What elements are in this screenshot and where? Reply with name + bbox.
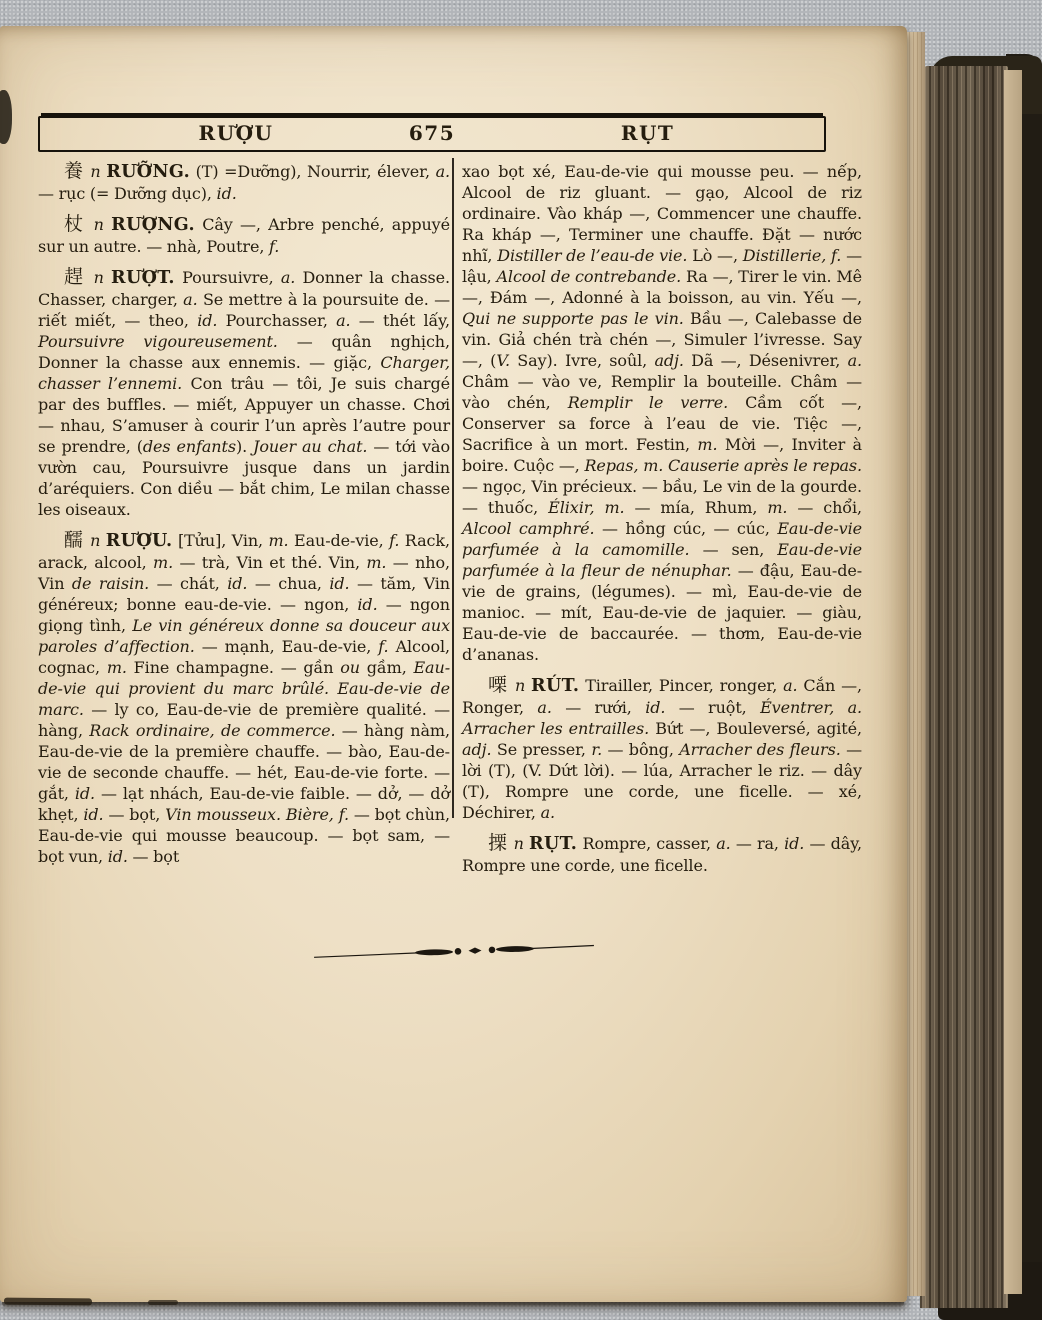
entry-text: — ra, — [730, 834, 785, 853]
italic-gloss: f. — [269, 237, 280, 256]
cjk-headword-character: 養 — [64, 160, 91, 182]
entry-text: Rack, arack, alcool, — [38, 531, 450, 572]
italic-gloss: a. — [540, 803, 555, 822]
italic-gloss: des enfants — [142, 437, 236, 456]
page-edge-smudge — [4, 1298, 92, 1306]
entry-text: Say). Ivre, soûl, — [509, 351, 655, 370]
page-edge-smudge — [148, 1300, 178, 1305]
headword: RƯỢNG. — [111, 215, 195, 235]
entry-text: — rục (= Dưỡng dục), — [38, 184, 217, 203]
entry-text: gầm, — [359, 658, 414, 677]
italic-gloss: id. — [107, 847, 128, 866]
entry-text: — hàng nàm, Eau-de-vie de la première chauffe. — bào, Eau-de-vie de seconde chauffe. — hét, Eau-de-vie forte. — gắt, — [38, 721, 450, 803]
italic-gloss: f. — [389, 531, 400, 550]
entry-text: Dã —, Désenivrer, — [683, 351, 848, 370]
italic-gloss: r. — [591, 740, 603, 759]
italic-gloss: Charger, chasser l’ennemi. — [38, 353, 450, 393]
entry-text: Tirailler, Pincer, ronger, — [579, 676, 784, 695]
cjk-headword-character: 趕 — [64, 266, 94, 288]
headword: RÚT. — [531, 676, 580, 696]
italic-gloss: Eau-de-vie parfumée à la camomille. — [462, 519, 862, 559]
entry-text: — mạnh, Eau-de-vie, — [194, 637, 379, 656]
entry-text: Châm — vào ve, Remplir la bouteille. Châm — vào chén, — [462, 372, 862, 412]
entry-text: — lời (T), (V. Dứt lời). — lúa, Arracher le riz. — dây (T), Rompre une corde, une ficelle. — xé, Déchirer, — [462, 740, 862, 822]
entry-text: — rưới, — [551, 698, 646, 717]
entry-text: Eau-de-vie, — [288, 531, 390, 550]
entry-text: — mía, Rhum, — [624, 498, 768, 517]
entry-text: — bọt, — [103, 805, 166, 824]
italic-gloss: a. — [280, 268, 296, 287]
entry-text: — ngon giọng tình, — [38, 595, 450, 635]
entry-text: Fine champagne. — gần — [126, 658, 341, 677]
headword: RƯỢU. — [105, 531, 173, 551]
italic-gloss: id. — [227, 574, 248, 593]
entry-text: — nho, Vin — [38, 553, 450, 593]
dictionary-entry — [462, 675, 862, 823]
entry-text: — bông, — [602, 740, 680, 759]
ornament-divider — [312, 939, 596, 962]
entry-text: Bứt —, Bouleversé, agité, — [649, 719, 862, 738]
dictionary-entry — [38, 161, 450, 204]
entry-text: — ly co, Eau-de-vie de première qualité. — hàng, — [38, 700, 450, 740]
entry-text: — thét lấy, — [350, 311, 450, 330]
italic-gloss: Rack ordinaire, de commerce. — [89, 721, 336, 740]
italic-gloss: m. — [153, 553, 174, 572]
italic-gloss: adj. — [462, 740, 492, 759]
page-stack-fore-edge — [920, 66, 1008, 1308]
running-head-left: RƯỢU — [198, 121, 274, 145]
italic-gloss: Éventrer, a. Arracher les entrailles. — [462, 698, 863, 738]
entry-text: — lậu, — [462, 246, 862, 286]
entry-text: — ngọc, Vin précieux. — bầu, Le vin de la gourde. — thuốc, — [462, 477, 862, 517]
entry-text: — đậu, Eau-de-vie de grains, (légumes). — mì, Eau-de-vie de manioc. — mít, Eau-de-vie de jaquier. — giàu, Eau-de-vie de baccaurée. — thơm, Eau-de-vie d’ananas. — [462, 561, 863, 664]
italic-gloss: m. — [366, 553, 387, 572]
entry-text: — trà, Vin et thé. Vin, — [173, 553, 367, 572]
entry-text: — tăm, Vin généreux; bonne eau-de-vie. — ngon, — [38, 574, 451, 614]
italic-gloss: ou — [340, 658, 360, 677]
entry-text: Rompre, casser, — [577, 834, 717, 853]
italic-gloss: n — [514, 676, 532, 695]
italic-gloss: Remplir le verre. — [567, 393, 729, 412]
italic-gloss: m. — [268, 531, 289, 550]
entry-text: Mời —, Inviter à boire. Cuộc —, — [462, 435, 863, 475]
italic-gloss: n — [93, 215, 112, 234]
entry-text: Cầm cốt —, Conserver sa force à l’eau de vie. Tiệc —, Sacrifice à un mort. Festin, — [462, 393, 862, 454]
dictionary-entry-continuation — [462, 161, 862, 665]
headword: RƯỢT. — [111, 268, 175, 288]
entry-text: — quân nghịch, Donner la chasse aux ennemis. — giặc, — [38, 332, 450, 372]
entry-text: Bầu —, Calebasse de vin. Giả chén trà chén —, Simuler l’ivresse. Say —, ( — [462, 309, 862, 370]
italic-gloss: n — [90, 531, 106, 550]
italic-gloss: id. — [357, 595, 378, 614]
entry-text: Ra —, Tirer le vin. Mê —, Đám —, Adonné à la boisson, au vin. Yếu —, — [462, 267, 862, 307]
running-head-box — [38, 116, 826, 152]
italic-gloss: a. — [716, 834, 731, 853]
dictionary-entry — [38, 214, 450, 257]
italic-gloss: Distillerie, f. — [742, 246, 842, 265]
entry-text: — ruột, — [665, 698, 761, 717]
italic-gloss: id. — [645, 698, 666, 717]
text-column-right — [462, 161, 862, 886]
page-edge-smudge — [0, 90, 12, 144]
entry-text: Con trâu — tôi, Je suis chargé par des buffles. — miết, Appuyer un chasse. Chơi — nhau, S’amuser à courir l’un après l’autre pour se prendre, ( — [38, 374, 450, 456]
italic-gloss: n — [513, 834, 530, 853]
italic-gloss: V. — [496, 351, 510, 370]
entry-text: — bọt chùn, Eau-de-vie qui mousse beaucoup. — bọt sam, — bọt vun, — [38, 805, 450, 866]
entry-text: — chát, — [149, 574, 228, 593]
entry-text: xao bọt xé, Eau-de-vie qui mousse peu. — nếp, Alcool de riz gluant. — gạo, Alcool de riz ordinaire. Vào kháp —, Commencer une chauffe. Ra kháp —, Terminer une chauffe. Đặt — nước nhĩ, — [462, 162, 862, 265]
cjk-headword-character: 搮 — [488, 832, 514, 854]
italic-gloss: a. — [537, 698, 552, 717]
dictionary-entry — [38, 530, 450, 867]
page-number: 675 — [408, 121, 456, 145]
italic-gloss: Qui ne supporte pas le vin. — [462, 309, 684, 328]
italic-gloss: Le vin généreux donne sa douceur aux paroles d’affection. — [38, 616, 451, 656]
italic-gloss: id. — [197, 311, 218, 330]
entry-text: (T) =Dưỡng), Nourrir, élever, — [190, 162, 436, 181]
entry-text: [Tửu], Vin, — [172, 531, 269, 550]
cjk-headword-character: 㗚 — [488, 674, 515, 696]
column-divider-rule — [452, 158, 454, 818]
entry-text: — hồng cúc, — cúc, — [594, 519, 778, 538]
dictionary-entry — [38, 267, 450, 520]
entry-text: Cây —, Arbre penché, appuyé sur un autre. — nhà, Poutre, — [38, 215, 450, 256]
entry-text: — dây, Rompre une corde, une ficelle. — [462, 834, 862, 875]
running-head-right: RỤT — [620, 121, 675, 145]
entry-text: Pourchasser, — [217, 311, 337, 330]
entry-text: Se presser, — [491, 740, 592, 759]
entry-text: ). — [235, 437, 254, 456]
entry-text: Alcool, cognac, — [38, 637, 450, 677]
entry-text: Cắn —, Ronger, — [462, 676, 862, 717]
entry-text: Lò —, — [687, 246, 743, 265]
italic-gloss: n — [93, 268, 111, 287]
entry-text: Donner la chasse. Chasser, charger, — [38, 268, 450, 309]
italic-gloss: Vin mousseux. Bière, f. — [165, 805, 349, 824]
italic-gloss: Distiller de l’eau-de vie. — [497, 246, 688, 265]
italic-gloss: m. — [697, 435, 718, 454]
dictionary-page — [0, 26, 907, 1302]
page-stack-highlight — [1004, 70, 1022, 1294]
italic-gloss: a. — [783, 676, 798, 695]
entry-text: — chổi, — [787, 498, 863, 517]
cjk-headword-character: 杖 — [64, 213, 94, 235]
italic-gloss: id. — [784, 834, 805, 853]
italic-gloss: n — [90, 162, 107, 181]
italic-gloss: m. — [106, 658, 127, 677]
italic-gloss: Arracher des fleurs. — [679, 740, 841, 759]
italic-gloss: a. — [435, 162, 450, 181]
headword: RỤT. — [529, 834, 578, 854]
italic-gloss: Repas, m. Causerie après le repas. — [584, 456, 862, 475]
entry-text: — bọt — [127, 847, 180, 866]
italic-gloss: id. — [83, 805, 104, 824]
text-column-left — [38, 161, 450, 877]
italic-gloss: a. — [336, 311, 351, 330]
entry-text: — lạt nhách, Eau-de-vie faible. — dở, — dở khẹt, — [38, 784, 450, 824]
italic-gloss: f. — [378, 637, 389, 656]
headword: RƯỠNG. — [106, 162, 191, 182]
italic-gloss: id. — [329, 574, 350, 593]
entry-text: — chua, — [247, 574, 330, 593]
entry-text: — sen, — [689, 540, 778, 559]
italic-gloss: a. — [847, 351, 862, 370]
italic-gloss: Jouer au chat. — [253, 437, 368, 456]
cjk-headword-character: 醹 — [64, 529, 91, 551]
italic-gloss: Alcool camphré. — [462, 519, 595, 538]
italic-gloss: Poursuivre vigoureusement. — [38, 332, 278, 351]
italic-gloss: Eau-de-vie parfumée à la fleur de nénuphar. — [462, 540, 862, 580]
entry-text: Poursuivre, — [174, 268, 281, 287]
italic-gloss: de raisin. — [71, 574, 150, 593]
italic-gloss: Alcool de contrebande. — [496, 267, 682, 286]
italic-gloss: a. — [183, 290, 198, 309]
entry-text: Se mettre à la poursuite de. — riết miết, — theo, — [38, 290, 450, 330]
italic-gloss: id. — [216, 184, 237, 203]
italic-gloss: adj. — [654, 351, 684, 370]
dictionary-entry — [462, 833, 862, 876]
italic-gloss: Élixir, m. — [548, 498, 625, 517]
italic-gloss: Eau-de-vie qui provient du marc brûlé. Eau-de-vie de marc. — [38, 658, 450, 719]
entry-text: — tới vào vườn cau, Poursuivre jusque dans un jardin d’aréquiers. Con diều — bắt chim, Le milan chasse les oiseaux. — [38, 437, 450, 519]
italic-gloss: m. — [767, 498, 788, 517]
italic-gloss: id. — [74, 784, 96, 803]
